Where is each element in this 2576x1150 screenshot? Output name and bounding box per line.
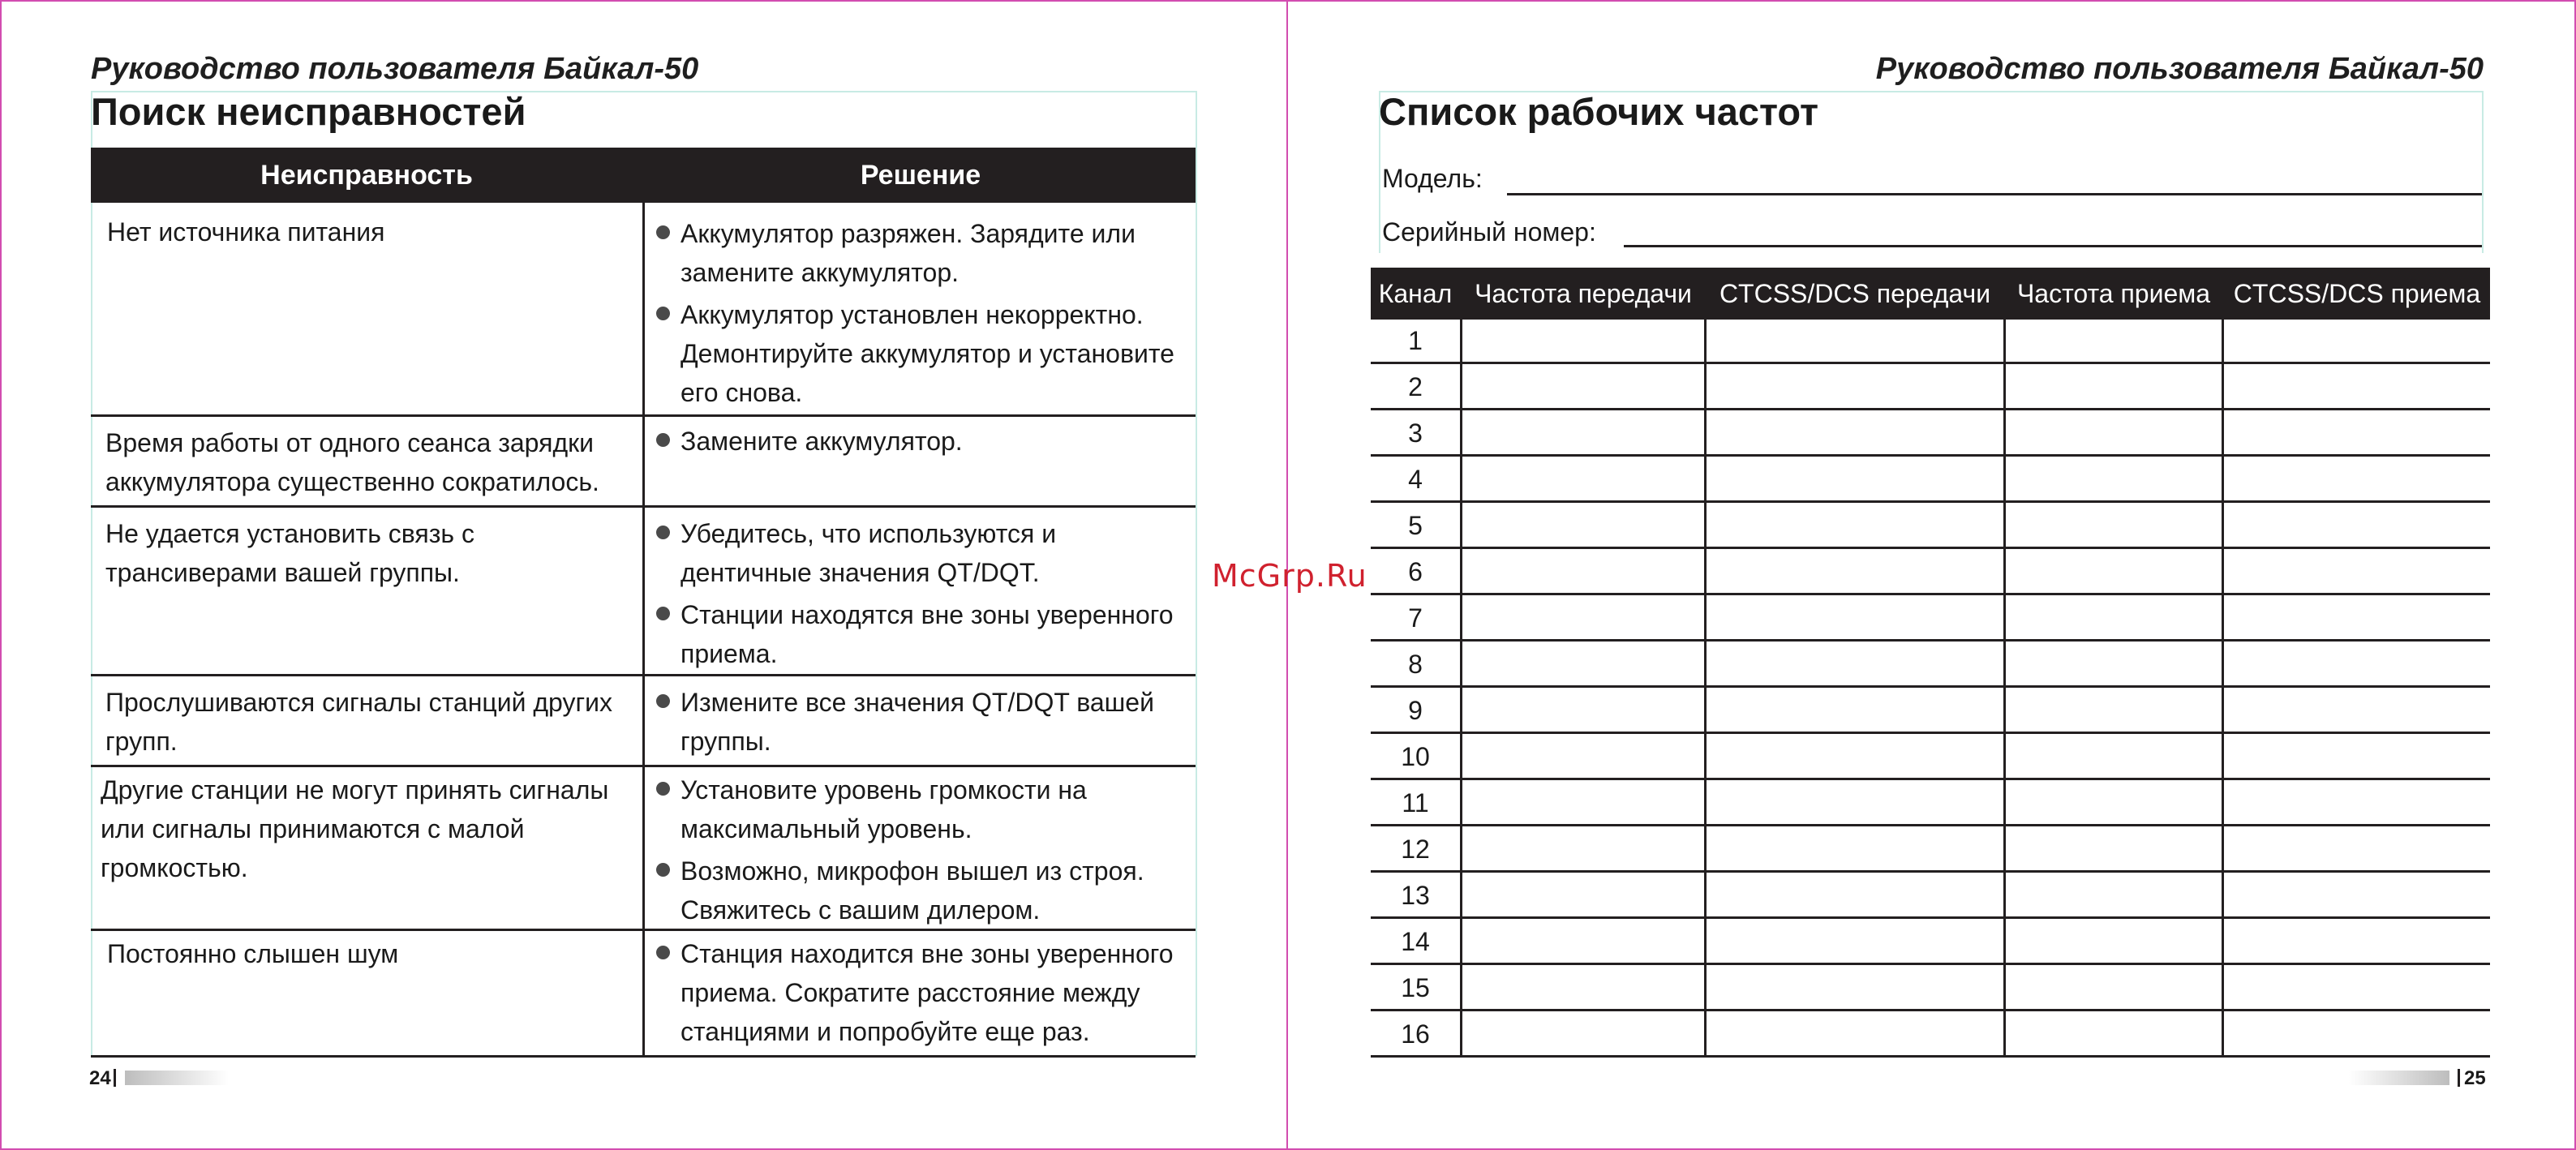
table-row [91, 506, 1196, 675]
bullet-icon [656, 946, 670, 959]
channel-row [1371, 734, 2490, 780]
problem-text: Постоянно слышен шум [107, 939, 399, 968]
solution-item: Станции находятся вне зоны уверенного приема. [655, 595, 1214, 673]
bullet-icon [656, 433, 670, 447]
channel-row [1371, 595, 2490, 642]
channel-number: 3 [1408, 418, 1423, 448]
bullet-icon [656, 607, 670, 620]
troubleshooting-title: Поиск неисправностей [91, 90, 526, 133]
solution-item: Установите уровень громкости на максимальный уровень. [655, 770, 1214, 848]
channel-row [1371, 688, 2490, 734]
table-row [91, 415, 1196, 506]
solution-item: Возможно, микрофон вышел из строя. Свяжитесь с вашим дилером. [655, 852, 1214, 929]
left-running-title: Руководство пользователя Байкал-50 [91, 52, 699, 86]
bullet-icon [656, 694, 670, 708]
problem-text: Прослушиваются сигналы станций других групп. [105, 688, 613, 756]
channel-number: 8 [1408, 650, 1423, 679]
solution-item: Аккумулятор установлен некорректно. Демонтируйте аккумулятор и установите его снова. [655, 295, 1214, 412]
left-page-number: 24 [89, 1067, 111, 1089]
header-tx-frequency: Частота передачи [1475, 279, 1692, 308]
channel-row [1371, 503, 2490, 549]
problem-text: Нет источника питания [107, 217, 385, 247]
bullet-icon [656, 307, 670, 320]
channel-number: 10 [1401, 742, 1430, 771]
solution-list [655, 422, 1214, 464]
right-folio-bar [2349, 1071, 2449, 1085]
right-running-title: Руководство пользователя Байкал-50 [1875, 52, 2484, 86]
frequency-table-header [1371, 268, 2490, 320]
channel-row [1371, 364, 2490, 410]
table-row [91, 203, 1196, 415]
solution-item: Убедитесь, что используются и дентичные значения QT/DQT. [655, 514, 1214, 592]
solution-item: Аккумулятор разряжен. Зарядите или замените аккумулятор. [655, 214, 1214, 292]
table-row [91, 675, 1196, 766]
bullet-icon [656, 526, 670, 539]
channel-number: 2 [1408, 372, 1423, 401]
model-label: Модель: [1382, 164, 1483, 193]
solution-item: Станция находится вне зоны уверенного приема. Сократите расстояние между станциями и попробуйте еще раз. [655, 934, 1214, 1051]
channel-row [1371, 873, 2490, 919]
channel-number: 7 [1408, 603, 1423, 633]
channel-row [1371, 410, 2490, 457]
channel-number: 16 [1401, 1019, 1430, 1049]
channel-row [1371, 318, 2490, 364]
channel-row [1371, 1011, 2490, 1058]
watermark-text: McGrp.Ru [1212, 558, 1367, 594]
model-field-line [1507, 193, 2482, 195]
solution-list [655, 214, 1214, 415]
header-problem: Неисправность [260, 160, 473, 191]
solution-list [655, 683, 1214, 764]
channel-row [1371, 965, 2490, 1011]
right-guide-right [2482, 91, 2484, 253]
right-folio-tick [2458, 1069, 2460, 1087]
channel-number: 14 [1401, 927, 1430, 956]
problem-text: Время работы от одного сеанса зарядки аккумулятора существенно сократилось. [105, 428, 599, 496]
solution-list [655, 934, 1214, 1054]
bullet-icon [656, 863, 670, 877]
frequency-list-title: Список рабочих частот [1379, 90, 1818, 133]
bullet-icon [656, 225, 670, 239]
left-folio-tick [114, 1069, 116, 1087]
header-tx-ctcss: CTCSS/DCS передачи [1719, 279, 1991, 308]
channel-row [1371, 642, 2490, 688]
problem-text: Другие станции не могут принять сигналы или сигналы принимаются с малой громкостью. [101, 775, 609, 882]
channel-number: 4 [1408, 465, 1423, 494]
serial-field-line [1624, 245, 2482, 247]
channel-number: 12 [1401, 835, 1430, 864]
channel-row [1371, 780, 2490, 826]
channel-row [1371, 549, 2490, 595]
right-page-number: 25 [2464, 1067, 2486, 1089]
serial-label: Серийный номер: [1382, 217, 1596, 247]
solution-list [655, 514, 1214, 676]
solution-item: Замените аккумулятор. [655, 422, 1214, 461]
header-channel: Канал [1378, 279, 1453, 308]
channel-number: 6 [1408, 557, 1423, 586]
channel-number: 15 [1401, 973, 1430, 1002]
table-row [91, 929, 1196, 1056]
solution-item: Измените все значения QT/DQT вашей группы. [655, 683, 1214, 761]
table-row [91, 766, 1196, 929]
row-divider [1371, 1055, 2490, 1058]
problem-text: Не удается установить связь с трансиверами вашей группы. [105, 519, 474, 587]
solution-list [655, 770, 1214, 933]
channel-number: 9 [1408, 696, 1423, 725]
channel-row [1371, 457, 2490, 503]
channel-row [1371, 919, 2490, 965]
left-folio-bar [125, 1071, 229, 1085]
header-rx-ctcss: CTCSS/DCS приема [2233, 279, 2481, 308]
row-divider [91, 1055, 1196, 1058]
channel-number: 11 [1402, 788, 1429, 817]
channel-number: 5 [1408, 511, 1423, 540]
channel-number: 1 [1408, 326, 1423, 355]
channel-row [1371, 826, 2490, 873]
channel-number: 13 [1401, 881, 1430, 910]
header-solution: Решение [860, 160, 981, 191]
header-rx-frequency: Частота приема [2016, 279, 2211, 308]
bullet-icon [656, 782, 670, 796]
